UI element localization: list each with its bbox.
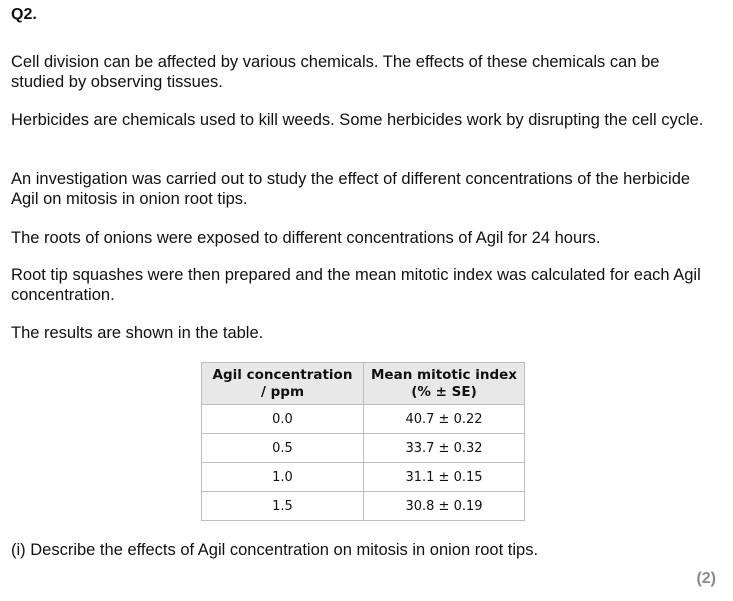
- paragraph-results-intro: The results are shown in the table.: [11, 324, 264, 342]
- paragraph-exposure: The roots of onions were exposed to different concentrations of Agil for 24 hours.: [11, 229, 601, 247]
- header-agil-line1: Agil concentration: [212, 367, 353, 383]
- header-mitotic-line2: (% ± SE): [411, 384, 477, 400]
- cell-mitotic-index: 40.7 ± 0.22: [364, 405, 525, 434]
- paragraph-intro: Cell division can be affected by various chemicals. The effects of these chemicals can be studied by observing tissues.: [11, 53, 660, 91]
- cell-mitotic-index: 30.8 ± 0.19: [364, 492, 525, 521]
- table-row: [202, 434, 525, 463]
- cell-concentration: 0.5: [202, 434, 364, 463]
- header-agil-concentration: [202, 363, 364, 405]
- table-row: [202, 463, 525, 492]
- paragraph-investigation: An investigation was carried out to study the effect of different concentrations of the herbicide Agil on mitosis in onion root tips.: [11, 170, 691, 208]
- question-number: Q2.: [11, 6, 37, 23]
- table-row: [202, 492, 525, 521]
- cell-mitotic-index: 33.7 ± 0.32: [364, 434, 525, 463]
- question-part-i: (i) Describe the effects of Agil concentration on mitosis in onion root tips.: [11, 541, 539, 559]
- cell-concentration: 1.0: [202, 463, 364, 492]
- header-mitotic-line1: Mean mitotic index: [371, 367, 517, 383]
- cell-concentration: 1.5: [202, 492, 364, 521]
- table-row: [202, 405, 525, 434]
- results-table: [201, 362, 525, 521]
- paragraph-herbicides: Herbicides are chemicals used to kill weeds. Some herbicides work by disrupting the cell cycle.: [11, 111, 704, 129]
- table-header-row: [202, 363, 525, 405]
- paragraph-method: Root tip squashes were then prepared and the mean mitotic index was calculated for each Agil concentration.: [11, 266, 701, 304]
- header-agil-line2: / ppm: [260, 384, 305, 400]
- cell-mitotic-index: 31.1 ± 0.15: [364, 463, 525, 492]
- header-mitotic-index: [364, 363, 525, 405]
- cell-concentration: 0.0: [202, 405, 364, 434]
- marks-label: (2): [696, 570, 716, 587]
